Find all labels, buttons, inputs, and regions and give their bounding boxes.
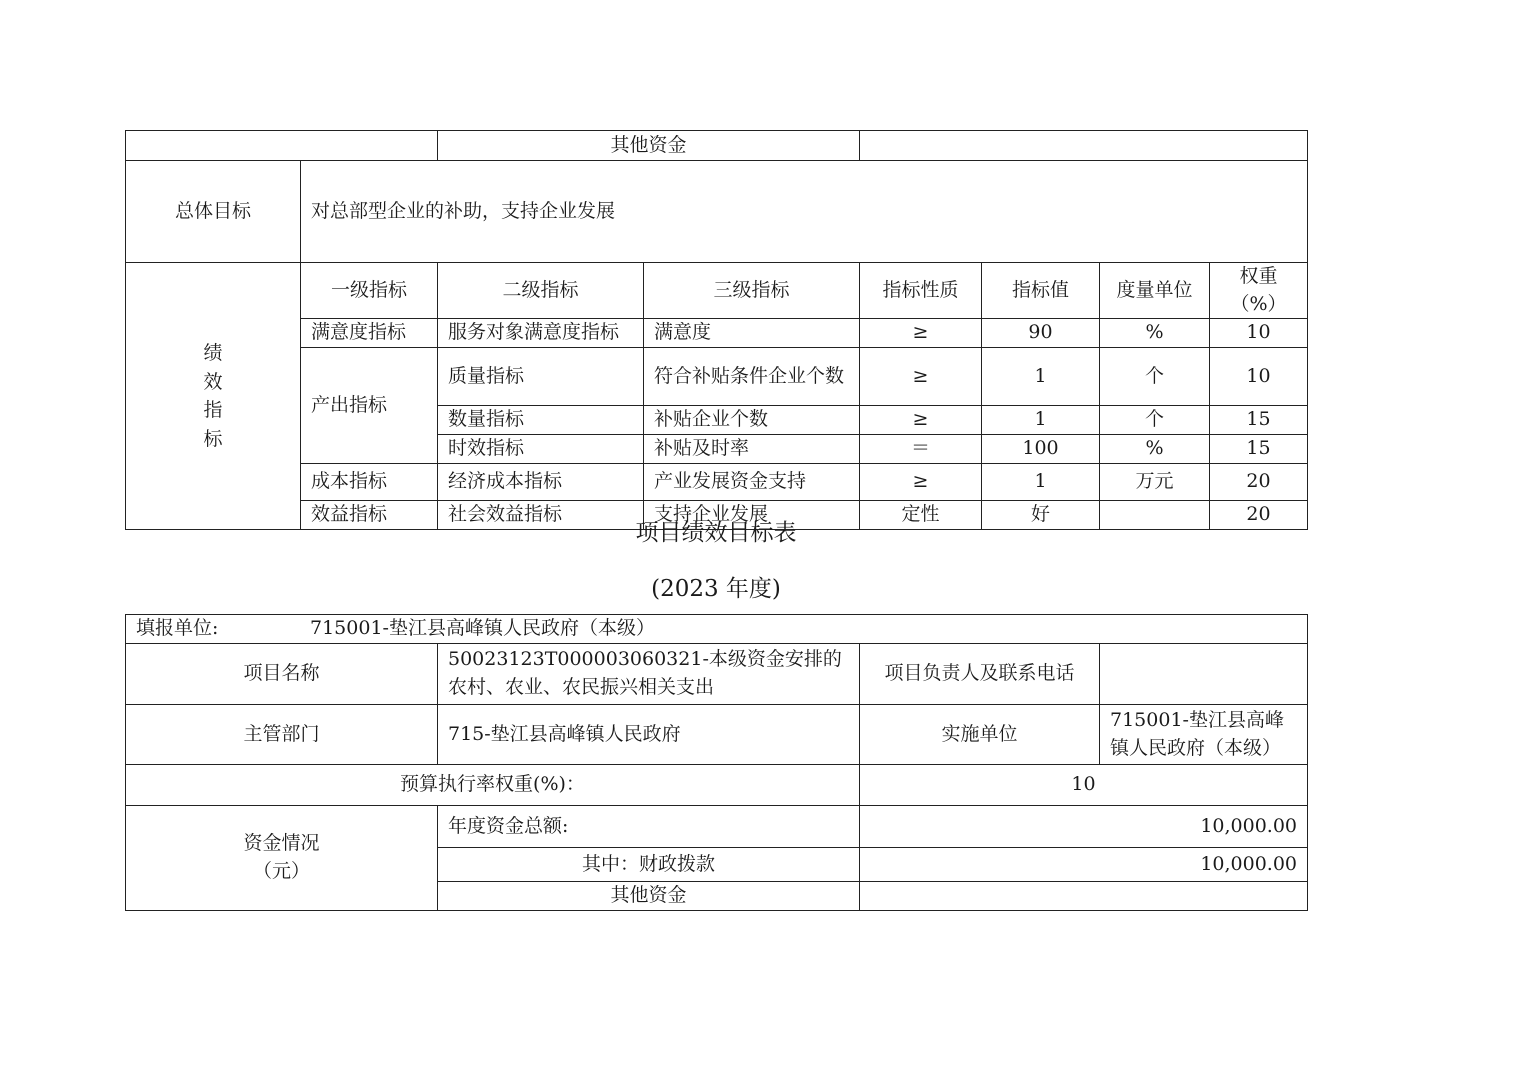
reporting-unit-label: 填报单位:: [136, 617, 219, 640]
project-info-table: [125, 614, 1308, 911]
contact-value: [1100, 644, 1308, 705]
page-title: 项目绩效目标表: [635, 520, 797, 546]
performance-indicator-table: [125, 130, 1308, 530]
dept-value: 715-垫江县高峰镇人民政府: [438, 705, 860, 765]
row-l3: 补贴企业个数: [644, 406, 860, 435]
row-nature: ＝: [860, 435, 982, 464]
row-nature: 定性: [860, 501, 982, 530]
budget-rate-row: [126, 765, 1308, 806]
row-weight: 20: [1210, 464, 1308, 501]
overall-goal-text: 对总部型企业的补助，支持企业发展: [301, 161, 1308, 263]
row-l3: 支持企业发展: [644, 501, 860, 530]
reporting-unit: [126, 615, 1308, 644]
department-row: [126, 705, 1308, 765]
row-l3: 补贴及时率: [644, 435, 860, 464]
fiscal-label: 其中：财政拨款: [438, 848, 860, 882]
overall-goal-row: [126, 161, 1308, 263]
overall-goal-label: 总体目标: [126, 161, 301, 263]
other-funds-label: 其他资金: [438, 882, 860, 911]
header-l3: 三级指标: [644, 263, 860, 319]
row-weight: 15: [1210, 435, 1308, 464]
row-l3: 满意度: [644, 319, 860, 348]
row-unit: %: [1100, 435, 1210, 464]
other-funds-value: [860, 131, 1308, 161]
annual-total-label: 年度资金总额:: [438, 806, 860, 848]
funds-label-text: 资金情况: [243, 832, 320, 855]
row-weight: 10: [1210, 348, 1308, 406]
row-l2: 质量指标: [438, 348, 644, 406]
indicators-label: 绩效指标: [126, 263, 301, 530]
header-unit: 度量单位: [1100, 263, 1210, 319]
row-nature: ≥: [860, 319, 982, 348]
row-unit: 个: [1100, 348, 1210, 406]
indicator-header-row: [126, 263, 1308, 319]
row-nature: ≥: [860, 406, 982, 435]
row-weight: 15: [1210, 406, 1308, 435]
row-value: 100: [982, 435, 1100, 464]
header-weight: 权重（%）: [1210, 263, 1308, 319]
budget-rate-label: 预算执行率权重(%)：: [126, 765, 860, 806]
row-l2: 服务对象满意度指标: [438, 319, 644, 348]
other-funds-label: 其他资金: [438, 131, 860, 161]
other-funds-value: [860, 882, 1308, 911]
row-l1: 效益指标: [301, 501, 438, 530]
row-value: 1: [982, 464, 1100, 501]
row-l2: 数量指标: [438, 406, 644, 435]
table-row: [126, 348, 1308, 406]
row-l2: 社会效益指标: [438, 501, 644, 530]
project-name-value: 50023123T000003060321-本级资金安排的农村、农业、农民振兴相关支出: [438, 644, 860, 705]
project-name-label: 项目名称: [126, 644, 438, 705]
row-unit: %: [1100, 319, 1210, 348]
header-nature: 指标性质: [860, 263, 982, 319]
row-unit: 个: [1100, 406, 1210, 435]
row-l3: 符合补贴条件企业个数: [644, 348, 860, 406]
funds-row: [126, 806, 1308, 848]
other-funds-row: [126, 131, 1308, 161]
row-l1: 产出指标: [301, 348, 438, 464]
reporting-unit-row: [126, 615, 1308, 644]
funds-label-unit: （元）: [252, 860, 310, 882]
row-nature: ≥: [860, 464, 982, 501]
header-value: 指标值: [982, 263, 1100, 319]
row-l2: 时效指标: [438, 435, 644, 464]
project-name-row: [126, 644, 1308, 705]
budget-rate-value: 10: [860, 765, 1308, 806]
row-value: 1: [982, 348, 1100, 406]
page-subtitle-year: (2023 年度): [651, 576, 781, 602]
header-l2: 二级指标: [438, 263, 644, 319]
impl-label: 实施单位: [860, 705, 1100, 765]
header-l1: 一级指标: [301, 263, 438, 319]
annual-total-value: 10,000.00: [860, 806, 1308, 848]
contact-label: 项目负责人及联系电话: [860, 644, 1100, 705]
table-row: [126, 464, 1308, 501]
row-l1: 成本指标: [301, 464, 438, 501]
row-weight: 20: [1210, 501, 1308, 530]
fiscal-value: 10,000.00: [860, 848, 1308, 882]
row-value: 好: [982, 501, 1100, 530]
blank-cell: [126, 131, 438, 161]
row-l2: 经济成本指标: [438, 464, 644, 501]
row-value: 1: [982, 406, 1100, 435]
impl-value: 715001-垫江县高峰镇人民政府（本级）: [1100, 705, 1308, 765]
row-l3: 产业发展资金支持: [644, 464, 860, 501]
funds-label: [126, 806, 438, 911]
table-row: [126, 319, 1308, 348]
row-weight: 10: [1210, 319, 1308, 348]
row-l1: 满意度指标: [301, 319, 438, 348]
row-value: 90: [982, 319, 1100, 348]
row-unit: 万元: [1100, 464, 1210, 501]
reporting-unit-value: 715001-垫江县高峰镇人民政府（本级）: [310, 617, 655, 640]
row-nature: ≥: [860, 348, 982, 406]
dept-label: 主管部门: [126, 705, 438, 765]
